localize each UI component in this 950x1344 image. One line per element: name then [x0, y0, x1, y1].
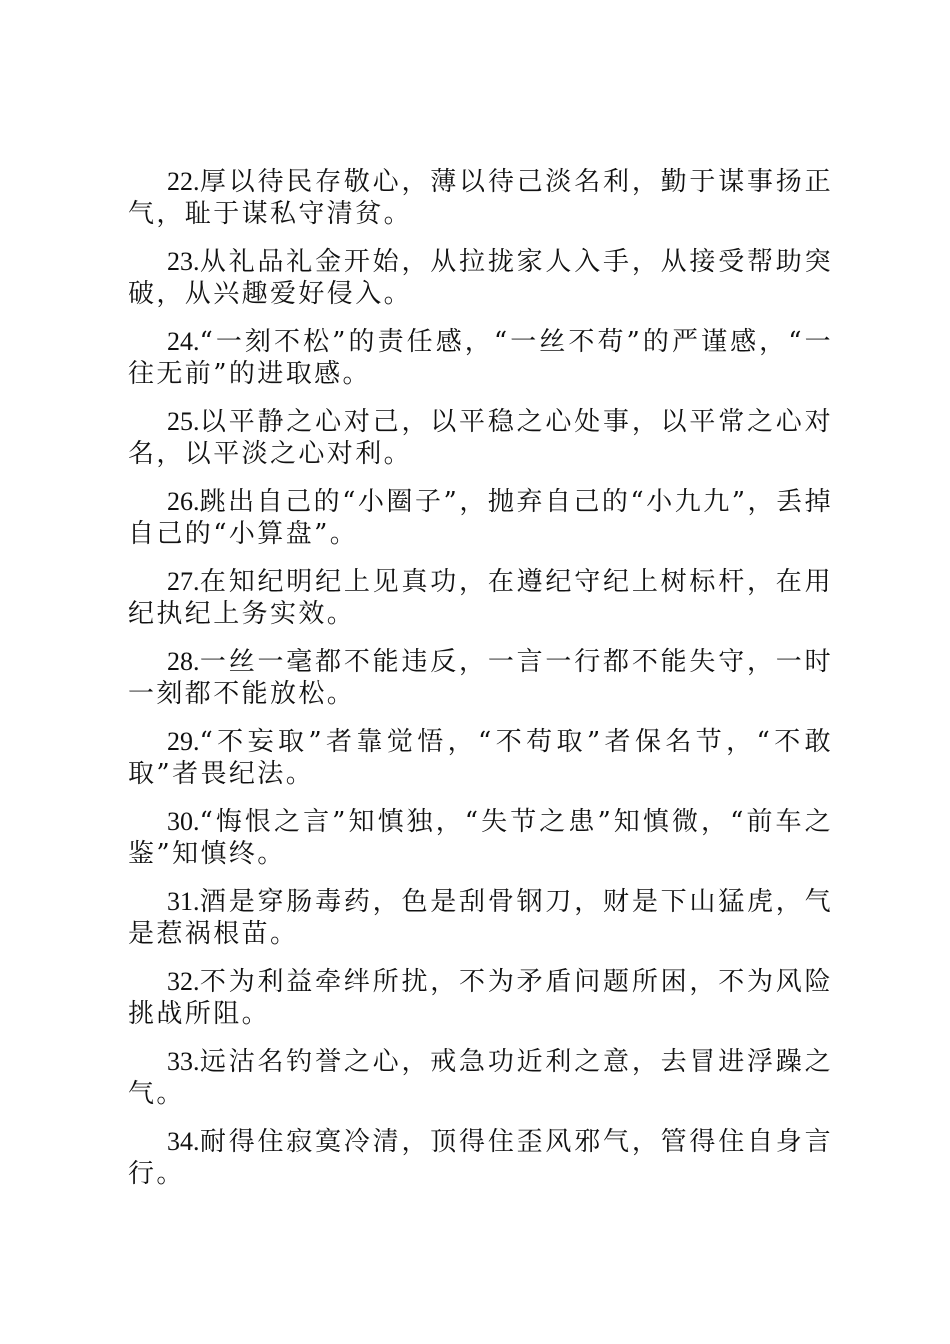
item-text: 跳出自己的“小圈子”，抛弃自己的“小九九”，丢掉自己的“小算盘”。 — [128, 487, 833, 549]
list-item — [128, 1046, 833, 1110]
item-number: 31. — [167, 887, 200, 916]
list-item — [128, 246, 833, 310]
item-number: 32. — [167, 967, 200, 996]
item-text: 酒是穿肠毒药，色是刮骨钢刀，财是下山猛虎，气是惹祸根苗。 — [128, 887, 833, 949]
document-body — [128, 166, 833, 1206]
list-item — [128, 326, 833, 390]
item-number: 34. — [167, 1127, 200, 1156]
item-number: 23. — [167, 247, 200, 276]
list-item — [128, 886, 833, 950]
item-text: “不妄取”者靠觉悟，“不苟取”者保名节，“不敢取”者畏纪法。 — [128, 727, 833, 789]
item-text: 远沽名钓誉之心，戒急功近利之意，去冒进浮躁之气。 — [128, 1047, 833, 1109]
item-number: 26. — [167, 487, 200, 516]
list-item — [128, 566, 833, 630]
item-text: 从礼品礼金开始，从拉拢家人入手，从接受帮助突破，从兴趣爱好侵入。 — [128, 247, 833, 309]
item-number: 33. — [167, 1047, 200, 1076]
item-text: 厚以待民存敬心，薄以待己淡名利，勤于谋事扬正气，耻于谋私守清贫。 — [128, 167, 833, 229]
list-item — [128, 486, 833, 550]
list-item — [128, 806, 833, 870]
item-text: 在知纪明纪上见真功，在遵纪守纪上树标杆，在用纪执纪上务实效。 — [128, 567, 833, 629]
item-text: 不为利益牵绊所扰，不为矛盾问题所困，不为风险挑战所阻。 — [128, 967, 833, 1029]
item-text: 以平静之心对己，以平稳之心处事，以平常之心对名，以平淡之心对利。 — [128, 407, 833, 469]
list-item — [128, 1126, 833, 1190]
item-number: 30. — [167, 807, 200, 836]
item-number: 22. — [167, 167, 200, 196]
list-item — [128, 726, 833, 790]
list-item — [128, 406, 833, 470]
item-text: 耐得住寂寞冷清，顶得住歪风邪气，管得住自身言行。 — [128, 1127, 833, 1189]
item-text: “悔恨之言”知慎独，“失节之患”知慎微，“前车之鉴”知慎终。 — [128, 807, 833, 869]
list-item — [128, 966, 833, 1030]
item-text: “一刻不松”的责任感，“一丝不苟”的严谨感，“一往无前”的进取感。 — [128, 327, 833, 389]
item-number: 29. — [167, 727, 200, 756]
item-number: 28. — [167, 647, 200, 676]
list-item — [128, 646, 833, 710]
list-item — [128, 166, 833, 230]
item-number: 24. — [167, 327, 200, 356]
item-number: 25. — [167, 407, 200, 436]
item-number: 27. — [167, 567, 200, 596]
item-text: 一丝一毫都不能违反，一言一行都不能失守，一时一刻都不能放松。 — [128, 647, 833, 709]
